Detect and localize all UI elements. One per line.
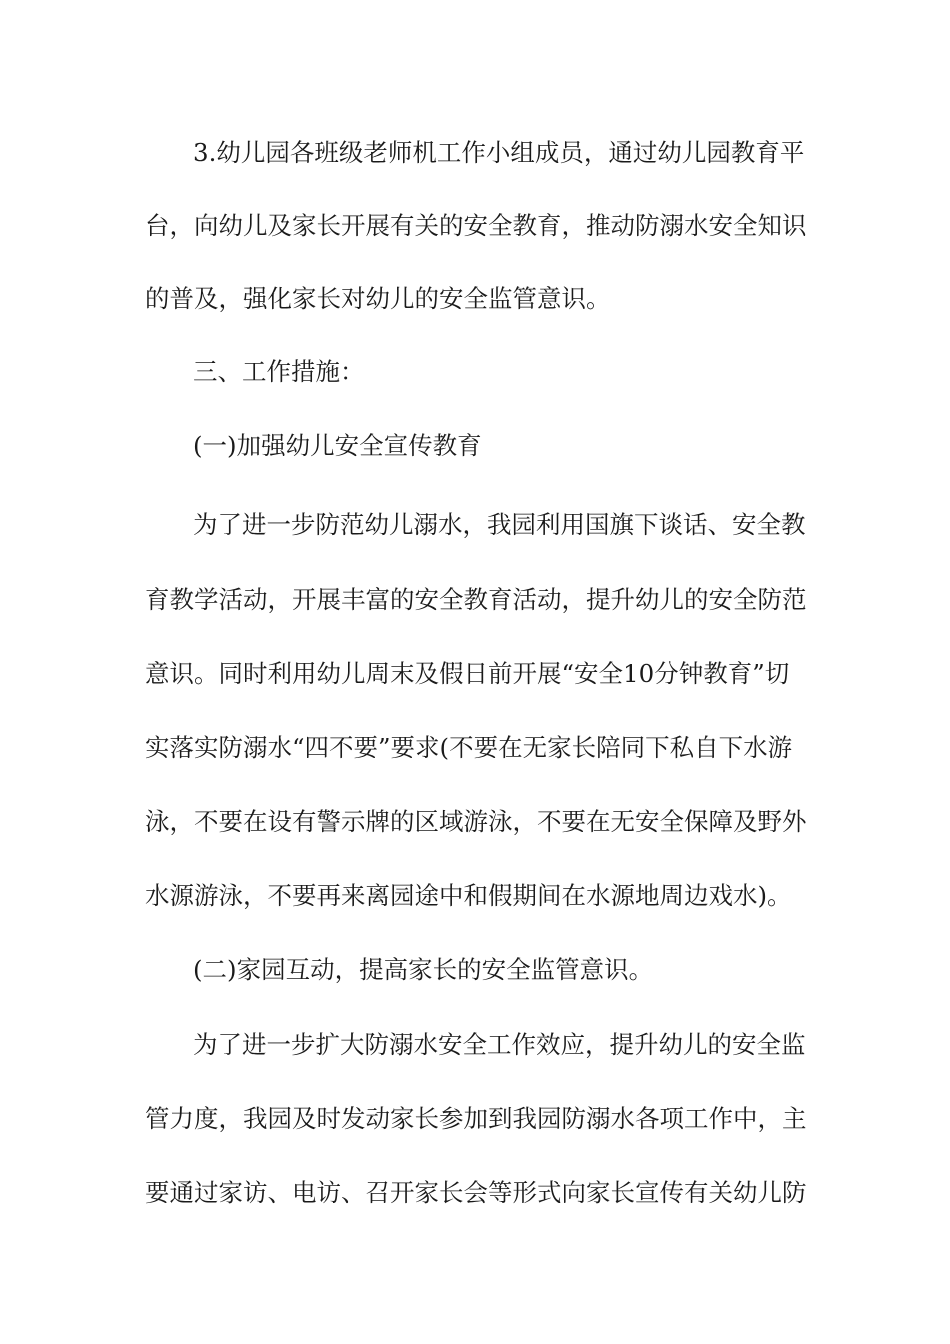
paragraph-line: 泳，不要在设有警示牌的区域游泳，不要在无安全保障及野外 <box>145 807 807 836</box>
subsection-heading: (一)加强幼儿安全宣传教育 <box>193 431 482 460</box>
paragraph-line: 育教学活动，开展丰富的安全教育活动，提升幼儿的安全防范 <box>145 585 807 614</box>
paragraph-line: 管力度，我园及时发动家长参加到我园防溺水各项工作中，主 <box>145 1104 807 1133</box>
subsection-heading: (二)家园互动，提高家长的安全监管意识。 <box>193 955 654 984</box>
paragraph-line: 水源游泳，不要再来离园途中和假期间在水源地周边戏水)。 <box>145 881 792 910</box>
paragraph-line: 为了进一步扩大防溺水安全工作效应，提升幼儿的安全监 <box>193 1030 806 1059</box>
paragraph-line: 为了进一步防范幼儿溺水，我园利用国旗下谈话、安全教 <box>193 510 806 539</box>
paragraph-line: 实落实防溺水“四不要”要求(不要在无家长陪同下私自下水游 <box>145 733 793 762</box>
section-heading: 三、工作措施： <box>193 357 365 386</box>
paragraph-line: 意识。同时利用幼儿周末及假日前开展“安全10分钟教育”切 <box>145 659 790 688</box>
paragraph-line: 的普及，强化家长对幼儿的安全监管意识。 <box>145 284 611 313</box>
paragraph-line: 3.幼儿园各班级老师机工作小组成员，通过幼儿园教育平 <box>193 138 805 167</box>
paragraph-line: 要通过家访、电访、召开家长会等形式向家长宣传有关幼儿防 <box>145 1178 807 1207</box>
paragraph-line: 台，向幼儿及家长开展有关的安全教育，推动防溺水安全知识 <box>145 211 807 240</box>
